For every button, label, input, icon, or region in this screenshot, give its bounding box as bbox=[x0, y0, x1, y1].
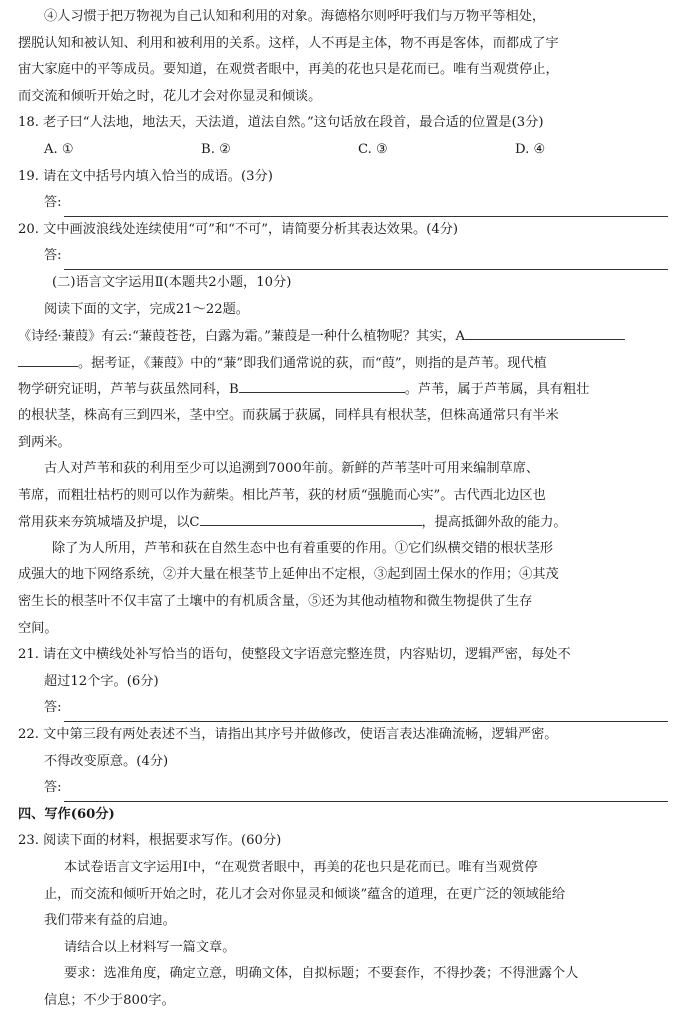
question-22-stem: 22. 文中第三段有两处表述不当，请指出其序号并做修改，使语言表达准确流畅，逻辑严密。 bbox=[18, 727, 558, 743]
reading-intro: 阅读下面的文字，完成21～22题。 bbox=[44, 301, 249, 317]
passage-line: 空间。 bbox=[18, 620, 58, 636]
material-line: 止，而交流和倾听开始之时，花儿才会对你显灵和倾谈”蕴含的道理，在更广泛的领域能给 bbox=[44, 886, 566, 902]
passage-line: 摆脱认知和被认知、利用和被利用的关系。这样，人不再是主体，物不再是客体，而都成了宇 bbox=[18, 35, 559, 51]
answer-label: 答: bbox=[44, 248, 62, 264]
answer-blank[interactable] bbox=[64, 251, 668, 270]
option-d[interactable]: D. ④ bbox=[515, 141, 546, 157]
passage-line: 密生长的根茎叶不仅丰富了土壤中的有机质含量，⑤还为其他动植物和微生物提供了生存 bbox=[18, 594, 533, 610]
question-22-stem-cont: 不得改变原意。(4分) bbox=[44, 753, 169, 769]
answer-line-19[interactable] bbox=[18, 190, 672, 217]
question-21-stem: 21. 请在文中横线处补写恰当的语句，使整段文字语意完整连贯，内容贴切，逻辑严密，每处不 bbox=[18, 647, 571, 663]
question-21-stem-cont: 超过12个字。(6分) bbox=[44, 673, 159, 689]
fill-blank-a-cont[interactable] bbox=[18, 350, 78, 367]
fill-blank-a[interactable] bbox=[465, 323, 625, 340]
passage-line: 而交流和倾听开始之时，花儿才会对你显灵和倾谈。 bbox=[18, 88, 322, 104]
answer-blank[interactable] bbox=[64, 703, 668, 722]
passage-line: 《诗经·蒹葭》有云:“蒹葭苍苍，白露为霜。”蒹葭是一种什么植物呢？其实，A bbox=[18, 323, 672, 350]
answer-line-20[interactable] bbox=[18, 243, 672, 270]
writing-requirements-cont: 信息；不少于800字。 bbox=[44, 992, 175, 1008]
question-20-stem: 20. 文中画波浪线处连续使用“可”和“不可”，请简要分析其表达效果。(4分) bbox=[18, 221, 459, 237]
question-19-stem: 19. 请在文中括号内填入恰当的成语。(3分) bbox=[18, 168, 273, 184]
writing-requirements: 要求：选准角度，确定立意，明确文体，自拟标题；不要套作，不得抄袭；不得泄露个人 bbox=[64, 966, 579, 982]
passage-line: 。据考证，《蒹葭》中的“蒹”即我们通常说的荻，而“葭”，则指的是芦苇。现代植 bbox=[18, 350, 672, 377]
passage-line: 常用荻来夯筑城墙及护堤，以C ，提高抵御外敌的能力。 bbox=[18, 509, 672, 536]
answer-label: 答: bbox=[44, 195, 62, 211]
question-23-stem: 23. 阅读下面的材料，根据要求写作。(60分) bbox=[18, 833, 282, 849]
material-line: 我们带来有益的启迪。 bbox=[44, 913, 176, 929]
passage-line: 到两米。 bbox=[18, 434, 71, 450]
passage-line: 苇席，而粗壮枯朽的则可以作为薪柴。相比芦苇，荻的材质“强脆而心实”。古代西北边区也 bbox=[18, 487, 546, 503]
passage-line: 古人对芦苇和荻的利用至少可以追溯到7000年前。新鲜的芦苇茎叶可用来编制草席、 bbox=[44, 461, 540, 477]
section-heading-part2: (二)语言文字运用Ⅱ(本题共2小题，10分) bbox=[52, 274, 292, 290]
answer-line-21[interactable] bbox=[18, 695, 672, 722]
passage-line: 成强大的地下网络系统，②并大量在根茎节上延伸出不定根，③起到固土保水的作用；④其茂 bbox=[18, 567, 559, 583]
option-c[interactable]: C. ③ bbox=[358, 141, 388, 157]
answer-line-22[interactable] bbox=[18, 775, 672, 802]
answer-label: 答: bbox=[44, 700, 62, 716]
material-line: 本试卷语言文字运用Ⅰ中，“在观赏者眼中，再美的花也只是花而已。唯有当观赏停 bbox=[64, 860, 538, 875]
option-b[interactable]: B. ② bbox=[201, 141, 231, 157]
passage-line: ④人习惯于把万物视为自己认知和利用的对象。海德格尔则呼吁我们与万物平等相处， bbox=[44, 9, 546, 24]
writing-task: 请结合以上材料写一篇文章。 bbox=[64, 939, 236, 955]
passage-line: 除了为人所用，芦苇和荻在自然生态中也有着重要的作用。①它们纵横交错的根状茎形 bbox=[52, 540, 554, 556]
section-heading-part4: 四、写作(60分) bbox=[18, 806, 115, 822]
answer-blank[interactable] bbox=[64, 783, 668, 802]
fill-blank-c[interactable] bbox=[200, 509, 422, 526]
answer-blank[interactable] bbox=[64, 198, 668, 217]
passage-line: 物学研究证明，芦苇与荻虽然同科，B 。芦苇，属于芦苇属，具有粗壮 bbox=[18, 376, 672, 403]
fill-blank-b[interactable] bbox=[239, 376, 405, 393]
question-18-options bbox=[18, 137, 672, 164]
answer-label: 答: bbox=[44, 780, 62, 796]
question-18-stem: 18. 老子曰“人法地，地法天，天法道，道法自然。”这句话放在段首，最合适的位置是(3分) bbox=[18, 115, 544, 131]
passage-line: 的根状茎，株高有三到四米，茎中空。而荻属于荻属，同样具有根状茎，但株高通常只有半米 bbox=[18, 407, 559, 423]
passage-line: 宙大家庭中的平等成员。要知道，在观赏者眼中，再美的花也只是花而已。唯有当观赏停止， bbox=[18, 62, 559, 78]
option-a[interactable]: A. ① bbox=[44, 141, 74, 157]
